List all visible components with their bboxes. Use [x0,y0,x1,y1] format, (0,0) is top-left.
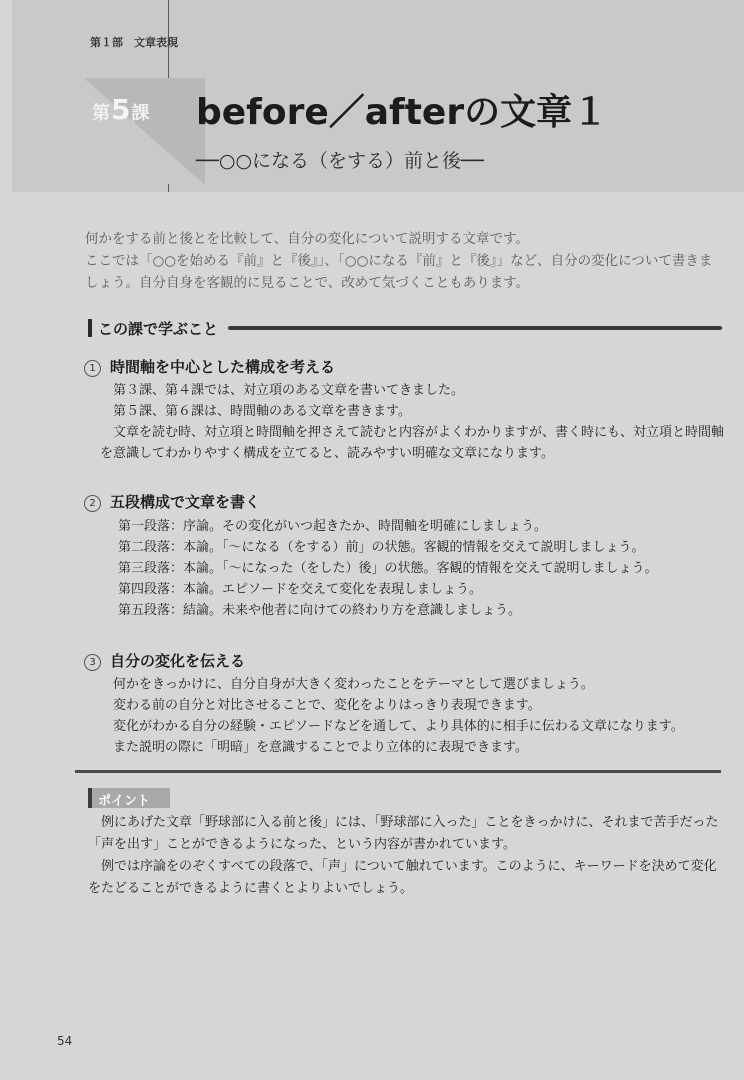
circled-number: 3 [84,654,101,671]
step-line: 第一段落：序論。その変化がいつ起きたか、時間軸を明確にしましょう。 [118,519,548,534]
page-title: before／afterの文章１ [196,92,609,133]
body-paragraph: また説明の際に「明暗」を意識することでより立体的に表現できます。 [113,740,528,755]
point-body [88,812,720,900]
point-paragraph: 例では序論をのぞくすべての段落で、「声」について触れています。このように、キーワードを決めて変化をたどることができるように書くとよりよいでしょう。 [88,859,717,896]
circled-number: 2 [84,495,101,512]
point-paragraph: 例にあげた文章「野球部に入る前と後」には、「野球部に入った」ことをきっかけに、それまで苦手だった「声を出す」ことができるようになった、という内容が書かれています。 [88,815,719,852]
item-title-text: 自分の変化を伝える [110,652,246,670]
heading-marker [88,319,92,337]
step-line: 第三段落：本論。「〜になった（をした）後」の状態。客観的情報を交えて説明しましょう。 [118,561,658,576]
section-heading-label: この課で学ぶこと [98,320,219,338]
body-paragraph: 文章を読む時、対立項と時間軸を押さえて読むと内容がよくわかりますが、書く時にも、対立項と時間軸を意識してわかりやすく構成を立てると、読みやすい明確な文章になります。 [100,425,725,461]
body-paragraph: 変わる前の自分と対比させることで、変化をよりはっきり表現できます。 [113,698,541,713]
item-title-text: 時間軸を中心とした構成を考える [110,358,336,376]
item-title-1 [84,356,335,377]
step-line: 第五段落：結論。未来や他者に向けての終わり方を意識しましょう。 [118,603,522,618]
point-heading [88,788,170,808]
section-heading [88,316,722,340]
section-divider [75,770,721,773]
body-paragraph: 変化がわかる自分の経験・エピソードなどを通して、より具体的に相手に伝わる文章になります。 [113,719,684,734]
item-title-2 [84,491,260,512]
page-number: 54 [57,1034,73,1048]
body-paragraph: 第３課、第４課では、対立項のある文章を書いてきました。 [113,383,465,398]
lesson-number: 5 [111,93,132,126]
item-body-1 [100,380,725,464]
page-subtitle: ──○○になる（をする）前と後── [196,150,484,172]
heading-rule [228,326,722,330]
lesson-prefix: 第 [92,103,111,124]
body-paragraph: 何かをきっかけに、自分自身が大きく変わったことをテーマとして選びましょう。 [113,677,594,692]
point-label: ポイント [98,794,151,809]
body-paragraph: 第５課、第６課は、時間軸のある文章を書きます。 [113,404,411,419]
intro-line: ここでは「○○を始める『前』と『後』」、「○○になる『前』と『後』」など、自分の変化について書きましょう。自分自身を客観的に見ることで、改めて気づくこともあります。 [85,253,713,291]
part-label: 第１部 文章表現 [90,36,178,49]
item-body-3 [100,674,725,758]
circled-number: 1 [84,360,101,377]
item-body-2 [118,516,718,621]
step-line: 第四段落：本論。エピソードを交えて変化を表現しましょう。 [118,582,483,597]
intro-line: 何かをする前と後とを比較して、自分の変化について説明する文章です。 [85,231,529,247]
point-marker [88,788,92,808]
lesson-suffix: 課 [131,103,151,124]
item-title-3 [84,650,245,671]
step-line: 第二段落：本論。「〜になる（をする）前」の状態。客観的情報を交えて説明しましょう。 [118,540,645,555]
item-title-text: 五段構成で文章を書く [110,493,261,511]
lesson-number-label [92,93,150,126]
intro-text [85,228,725,294]
